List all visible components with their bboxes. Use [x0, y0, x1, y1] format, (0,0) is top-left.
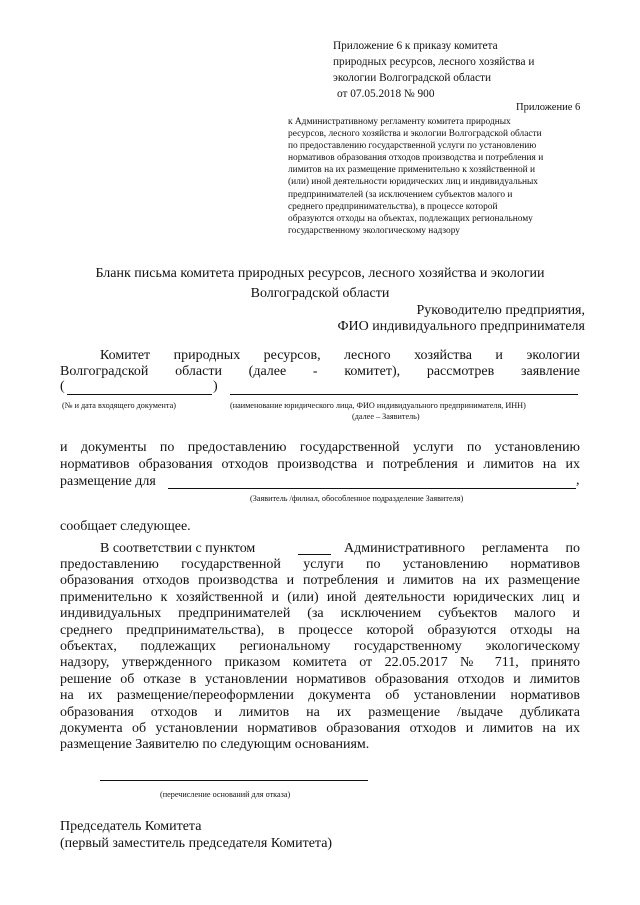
appendix-order-line: природных ресурсов, лесного хозяйства и: [333, 56, 535, 68]
letter-header-line: Бланк письма комитета природных ресурсов, лесного хозяйства и экологии: [95, 266, 545, 281]
appendix-regulation-line: нормативов образования отходов производства и потребления и: [288, 153, 544, 164]
appendix-regulation-line: лимитов на их размещение применительно к хозяйственной и: [288, 165, 536, 176]
main-first-suffix: Административного регламента по: [344, 541, 580, 556]
documents-line-1: и документы по предоставлению государственной услуги по установлению: [60, 440, 580, 455]
appendix-order-line: Приложение 6 к приказу комитета: [333, 40, 498, 52]
letter-header: [60, 264, 580, 304]
recipient-line: ФИО индивидуального предпринимателя: [337, 319, 585, 334]
subdivision-field[interactable]: [168, 488, 576, 489]
appendix-order-block: [333, 38, 613, 102]
recipient-block: [300, 303, 585, 335]
letter-header-line: Волгоградской области: [250, 286, 390, 301]
main-line: надзору, утвержденного приказом комитета от 22.05.2017 № 711, принято: [60, 655, 580, 671]
appendix-regulation-title: Приложение 6: [516, 102, 581, 113]
main-line: образования отходов производства и потребления и лимитов на их размещение: [60, 573, 580, 589]
incoming-doc-field[interactable]: [67, 394, 212, 395]
appendix-regulation-line: среднего предпринимательства), в процессе которой: [288, 201, 498, 212]
intro-open-paren: (: [60, 379, 65, 394]
main-line: среднего предпринимательства), в процессе которой образуются отходы на: [60, 622, 580, 638]
main-line: индивидуальных предпринимателей (за исключением субъектов малого и: [60, 606, 580, 622]
appendix-regulation-line: образуются отходы на объектах, подлежащих региональному: [288, 213, 533, 224]
main-line: применительно к хозяйственной и (или) иной деятельности юридических лиц и: [60, 589, 580, 605]
appendix-regulation-line: предпринимателей (за исключением субъектов малого и: [288, 189, 513, 200]
main-line-last: размещение Заявителю по следующим основаниям.: [60, 737, 370, 753]
main-paragraph-body: [60, 557, 580, 754]
main-line: на их размещение/переоформлении документа об установлении нормативов: [60, 688, 580, 704]
main-line: решение об отказе в установлении нормативов образования отходов и лимитов: [60, 671, 580, 687]
regulation-point-field[interactable]: [298, 554, 331, 555]
caption-applicant: (далее – Заявитель): [352, 412, 420, 421]
documents-line-2: нормативов образования отходов производства и потребления и лимитов на их: [60, 457, 580, 472]
documents-comma: ,: [576, 473, 580, 488]
intro-line-1: Комитет природных ресурсов, лесного хозяйства и экологии: [100, 348, 580, 363]
applicant-name-field[interactable]: [230, 394, 578, 395]
appendix-regulation-line: (или) иной деятельности юридических лиц и индивидуальных: [288, 177, 538, 188]
appendix-regulation-line: ресурсов, лесного хозяйства и экологии Волгоградской области: [288, 129, 542, 140]
intro-line-2: Волгоградской области (далее - комитет), рассмотрев заявление: [60, 364, 580, 379]
main-first-prefix: В соответствии с пунктом: [100, 541, 256, 556]
signature-block: [60, 818, 332, 852]
signature-subtitle: (первый заместитель председателя Комитета): [60, 836, 333, 851]
appendix-regulation-block: [288, 116, 618, 237]
intro-close-paren: ): [213, 379, 218, 394]
recipient-line: Руководителю предприятия,: [416, 303, 585, 318]
main-line: объектах, подлежащих региональному государственному экологическому: [60, 639, 580, 655]
appendix-regulation-line: государственному экологическому надзору: [288, 225, 460, 236]
signature-title: Председатель Комитета: [60, 819, 202, 834]
main-line: документа об установлении нормативов образования отходов и лимитов на их: [60, 721, 580, 737]
caption-refusal-reasons: (перечисление оснований для отказа): [160, 790, 291, 799]
appendix-regulation-line: к Административному регламенту комитета природных: [288, 117, 511, 127]
caption-applicant-name: (наименование юридического лица, ФИО индивидуального предпринимателя, ИНН): [230, 401, 526, 410]
main-line: образования отходов и лимитов на их размещение /выдаче дубликата: [60, 704, 580, 720]
main-line: предоставлению государственной услуги по установлению нормативов: [60, 557, 580, 572]
reports-text: сообщает следующее.: [60, 519, 191, 534]
documents-line-3: размещение для: [60, 474, 156, 489]
appendix-order-line: экологии Волгоградской области: [333, 72, 492, 84]
appendix-order-line: от 07.05.2018 № 900: [337, 88, 435, 100]
appendix-regulation-line: по предоставлению государственной услуги по установлению: [288, 141, 537, 152]
caption-incoming-doc: (№ и дата входящего документа): [62, 401, 176, 410]
caption-subdivision: (Заявитель /филиал, обособленное подразделение Заявителя): [250, 494, 464, 503]
refusal-reasons-field[interactable]: [100, 780, 368, 781]
